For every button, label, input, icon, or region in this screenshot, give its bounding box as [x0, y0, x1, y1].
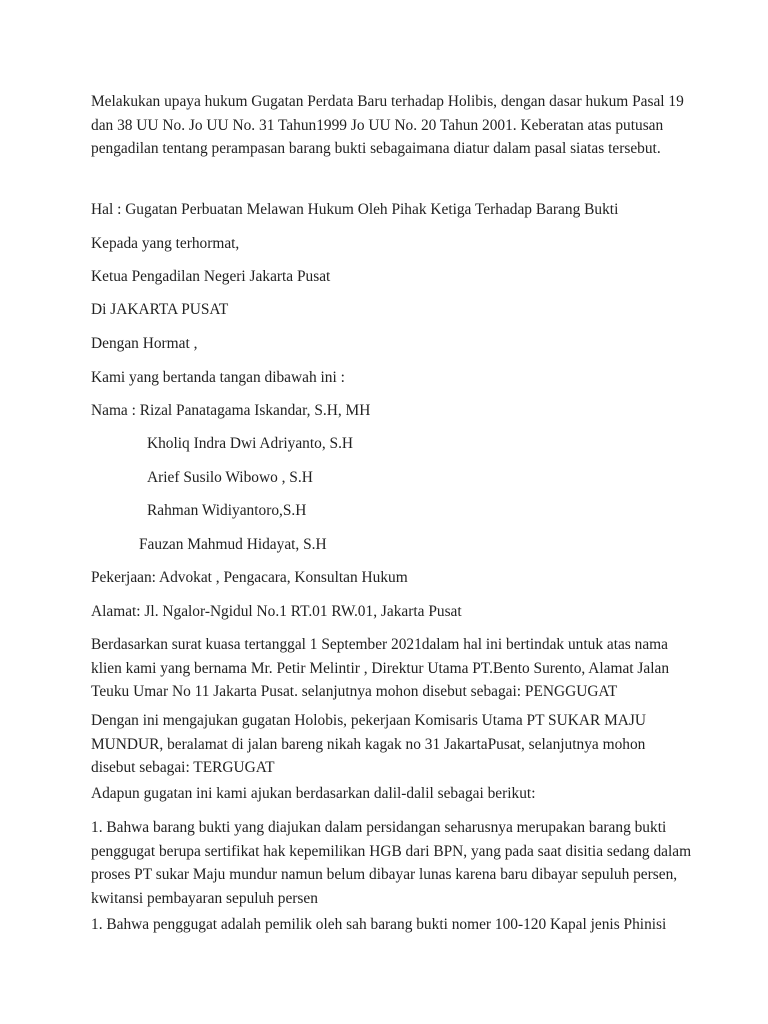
lawsuit-paragraph	[91, 709, 681, 780]
paragraph-line: proses PT sukar Maju mundur namun belum dibayar lunas karena baru dibayar sepuluh persen,	[91, 866, 678, 883]
recipient-city-line: Di JAKARTA PUSAT	[91, 301, 229, 318]
name-line-1: Nama : Rizal Panatagama Iskandar, S.H, MH	[91, 402, 371, 419]
paragraph-line: Berdasarkan surat kuasa tertanggal 1 September 2021dalam hal ini bertindak untuk atas nama	[91, 636, 668, 653]
intro-line: Melakukan upaya hukum Gugatan Perdata Baru terhadap Holibis, dengan dasar hukum Pasal 19	[91, 93, 684, 110]
power-of-attorney-paragraph	[91, 633, 681, 704]
occupation-line: Pekerjaan: Advokat , Pengacara, Konsultan Hukum	[91, 569, 408, 586]
subject-line: Hal : Gugatan Perbuatan Melawan Hukum Oleh Pihak Ketiga Terhadap Barang Bukti	[91, 201, 619, 218]
paragraph-line: disebut sebagai: TERGUGAT	[91, 759, 275, 776]
intro-line: pengadilan tentang perampasan barang bukti sebagaimana diatur dalam pasal siatas tersebut.	[91, 140, 661, 157]
intro-paragraph	[91, 90, 684, 161]
paragraph-line: Dengan ini mengajukan gugatan Holobis, pekerjaan Komisaris Utama PT SUKAR MAJU	[91, 712, 646, 729]
name-line-3: Arief Susilo Wibowo , S.H	[147, 469, 313, 486]
paragraph-line: klien kami yang bernama Mr. Petir Melintir , Direktur Utama PT.Bento Surento, Alamat Jalan	[91, 659, 670, 677]
name-line-5: Fauzan Mahmud Hidayat, S.H	[139, 536, 327, 553]
salutation-line: Kepada yang terhormat,	[91, 235, 240, 252]
recipient-line: Ketua Pengadilan Negeri Jakarta Pusat	[91, 268, 331, 285]
argument-2-line: 1. Bahwa penggugat adalah pemilik oleh sah barang bukti nomer 100-120 Kapal jenis Phinisi	[91, 916, 667, 933]
paragraph-line: 1. Bahwa barang bukti yang diajukan dalam persidangan seharusnya merupakan barang bukti	[91, 819, 667, 836]
greeting-line: Dengan Hormat ,	[91, 335, 198, 352]
name-line-2: Kholiq Indra Dwi Adriyanto, S.H	[147, 435, 354, 452]
paragraph-line: kwitansi pembayaran sepuluh persen	[91, 889, 318, 907]
paragraph-line: MUNDUR, beralamat di jalan bareng nikah kagak no 31 JakartaPusat, selanjutnya mohon	[91, 735, 646, 753]
arguments-intro-line: Adapun gugatan ini kami ajukan berdasarkan dalil-dalil sebagai berikut:	[91, 785, 536, 802]
signatories-intro-line: Kami yang bertanda tangan dibawah ini :	[91, 369, 345, 386]
paragraph-line: Teuku Umar No 11 Jakarta Pusat. selanjutnya mohon disebut sebagai: PENGGUGAT	[91, 683, 618, 700]
address-line: Alamat: Jl. Ngalor-Ngidul No.1 RT.01 RW.01, Jakarta Pusat	[91, 603, 462, 620]
paragraph-line: penggugat berupa sertifikat hak kepemilikan HGB dari BPN, yang pada saat disitia sedang dalam	[91, 842, 692, 860]
argument-1-paragraph	[91, 816, 692, 910]
intro-line: dan 38 UU No. Jo UU No. 31 Tahun1999 Jo UU No. 20 Tahun 2001. Keberatan atas putusan	[91, 116, 664, 134]
name-line-4: Rahman Widiyantoro,S.H	[147, 502, 307, 519]
